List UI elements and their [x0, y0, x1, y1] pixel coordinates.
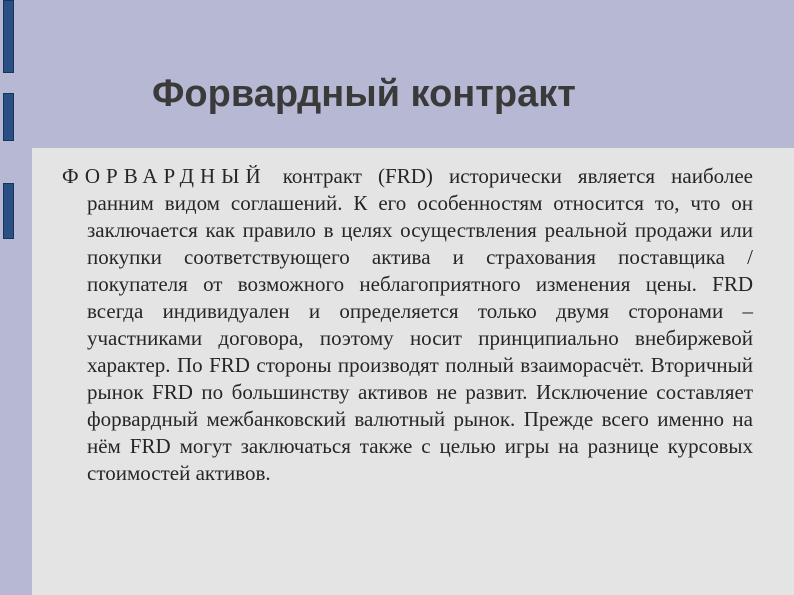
- body-text: контракт (FRD) исторически является наиболее ранним видом соглашений. К его особенностям относится то, что он заключается как правило в целях осуществления реальной продажи или покупки соответствующего актива и страхования поставщика / покупателя от возможного неблагоприятного изменения цены. FRD всегда индивидуален и определяется только двумя сторонами – участниками договора, поэтому носит принципиально внебиржевой характер. По FRD стороны производят полный взаиморасчёт. Вторичный рынок FRD по большинству активов не развит. Исключение составляет форвардный межбанковский валютный рынок. Прежде всего именно на нём FRD могут заключаться также с целью игры на разнице курсовых стоимостей активов.: [87, 164, 753, 485]
- accent-bar: [3, 93, 14, 141]
- body-lead-word: ФОРВАРДНЫЙ: [62, 164, 267, 188]
- accent-bar: [3, 183, 14, 239]
- slide-title: Форвардный контракт: [152, 73, 576, 115]
- left-decoration-strip: [0, 0, 32, 595]
- accent-bar: [3, 0, 14, 73]
- body-paragraph: [62, 163, 753, 487]
